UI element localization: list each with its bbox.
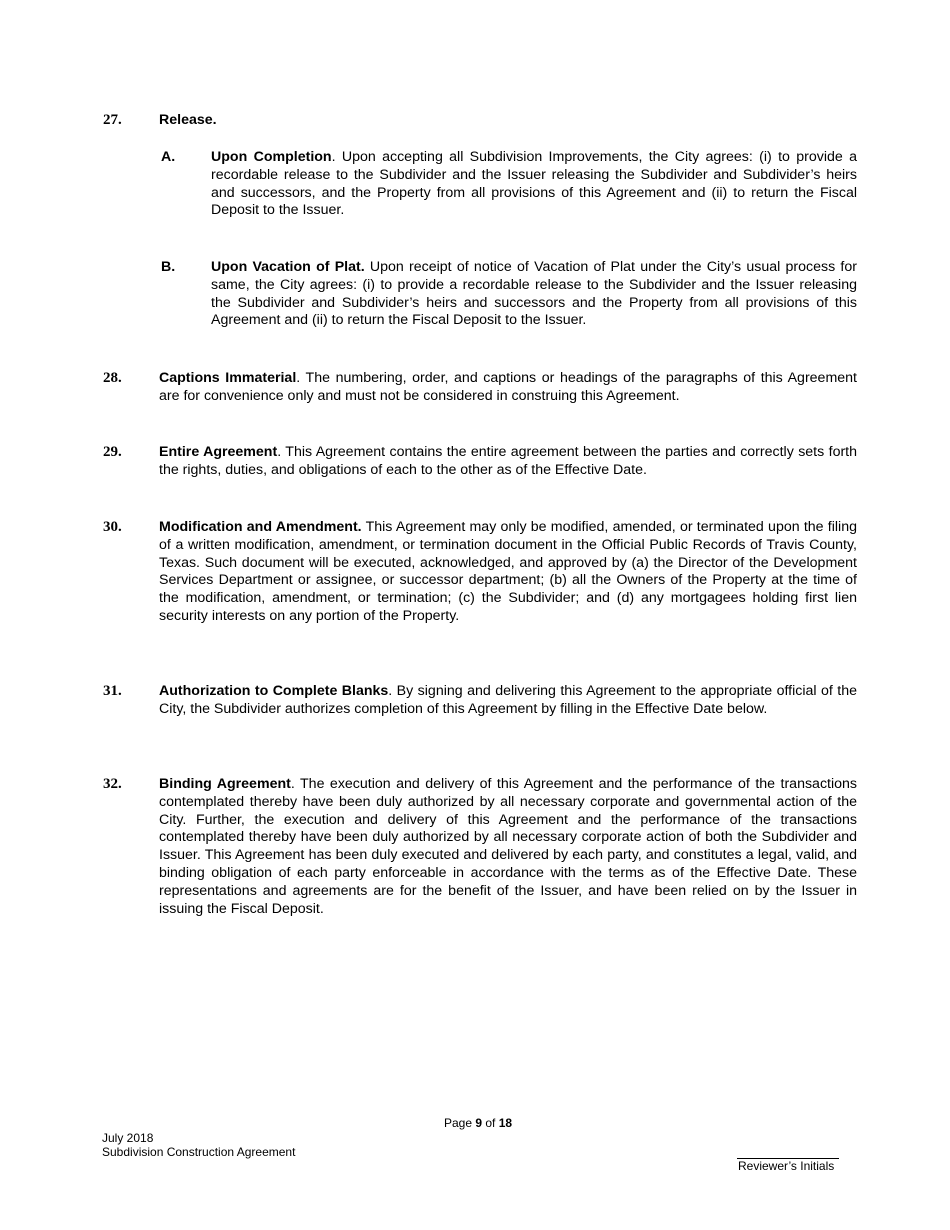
section-30: [103, 519, 857, 626]
subsection-letter: A.: [161, 149, 176, 165]
section-27: [103, 112, 857, 130]
subsection-heading: Upon Completion: [211, 149, 332, 165]
page-number: [444, 1116, 512, 1131]
section-heading: Binding Agreement: [159, 776, 291, 792]
section-text: . By signing and delivering this Agreement to the appropriate official of the City, the Subdivider authorizes completion of this Agreement by filling in the Effective Date below.: [159, 683, 857, 717]
section-text: . This Agreement contains the entire agreement between the parties and correctly sets forth the rights, duties, and obligations of each to the other as of the Effective Date.: [159, 444, 858, 478]
section-32: [103, 776, 857, 918]
section-number: 31.: [103, 683, 122, 699]
section-heading: Release.: [159, 112, 217, 128]
section-number: 29.: [103, 444, 122, 460]
section-number: 32.: [103, 776, 122, 792]
section-27b: [161, 259, 857, 330]
page-prefix: Page: [444, 1116, 476, 1130]
section-heading: Entire Agreement: [159, 444, 278, 460]
reviewer-initials-label: Reviewer’s Initials: [738, 1159, 835, 1173]
subsection-text: Upon receipt of notice of Vacation of Plat under the City’s usual process for same, the City agrees: (i) to provide a recordable release to the Subdivider and the Issuer releasing the Subdivider and Subdivider’s heirs and successors and the Property from all provisions of this Agreement and (ii) to return the Fiscal Deposit to the Issuer.: [211, 259, 857, 329]
page-current: 9: [475, 1116, 483, 1130]
subsection-heading: Upon Vacation of Plat.: [211, 259, 365, 275]
section-heading: Captions Immaterial: [159, 370, 297, 386]
section-number: 30.: [103, 519, 122, 535]
section-28: [103, 370, 857, 406]
section-text: . The numbering, order, and captions or headings of the paragraphs of this Agreement are for convenience only and must not be considered in construing this Agreement.: [159, 370, 857, 404]
section-number: 28.: [103, 370, 122, 386]
page-of: of: [482, 1116, 499, 1130]
page-total: 18: [498, 1116, 513, 1130]
subsection-letter: B.: [161, 259, 176, 275]
footer-doc-name: Subdivision Construction Agreement: [102, 1145, 296, 1159]
section-number: 27.: [103, 112, 122, 128]
section-text: . The execution and delivery of this Agreement and the performance of the transactions contemplated thereby have been duly authorized by all necessary corporate and governmental action of the City. Further, the execution and delivery of this Agreement and the performance of the transactions contemplated thereby have been duly authorized by all necessary corporate action of both the Subdivider and Issuer. This Agreement has been duly executed and delivered by each party, and constitutes a legal, valid, and binding obligation of each party enforceable in accordance with the terms as of the Effective Date. These representations and agreements are for the benefit of the Issuer, and have been relied on by the Issuer in issuing the Fiscal Deposit.: [159, 776, 858, 917]
subsection-text: . Upon accepting all Subdivision Improvements, the City agrees: (i) to provide a recordable release to the Subdivider and the Issuer releasing the Subdivider and Subdivider’s heirs and successors, and the Property from all provisions of this Agreement and (ii) to return the Fiscal Deposit to the Issuer.: [211, 149, 857, 219]
section-text: This Agreement may only be modified, amended, or terminated upon the filing of a written modification, amendment, or termination document in the Official Public Records of Travis County, Texas. Such document will be executed, acknowledged, and approved by (a) the Director of the Development Services Department or assignee, or successor department; (b) all the Owners of the Property at the time of the modification, amendment, or termination; (c) the Subdivider; and (d) any mortgagees holding first lien security interests on any portion of the Property.: [159, 519, 857, 624]
section-31: [103, 683, 857, 719]
section-29: [103, 444, 857, 480]
section-heading: Modification and Amendment.: [159, 519, 362, 535]
section-heading: Authorization to Complete Blanks: [159, 683, 389, 699]
section-27a: [161, 149, 857, 220]
footer-date: July 2018: [102, 1131, 154, 1145]
